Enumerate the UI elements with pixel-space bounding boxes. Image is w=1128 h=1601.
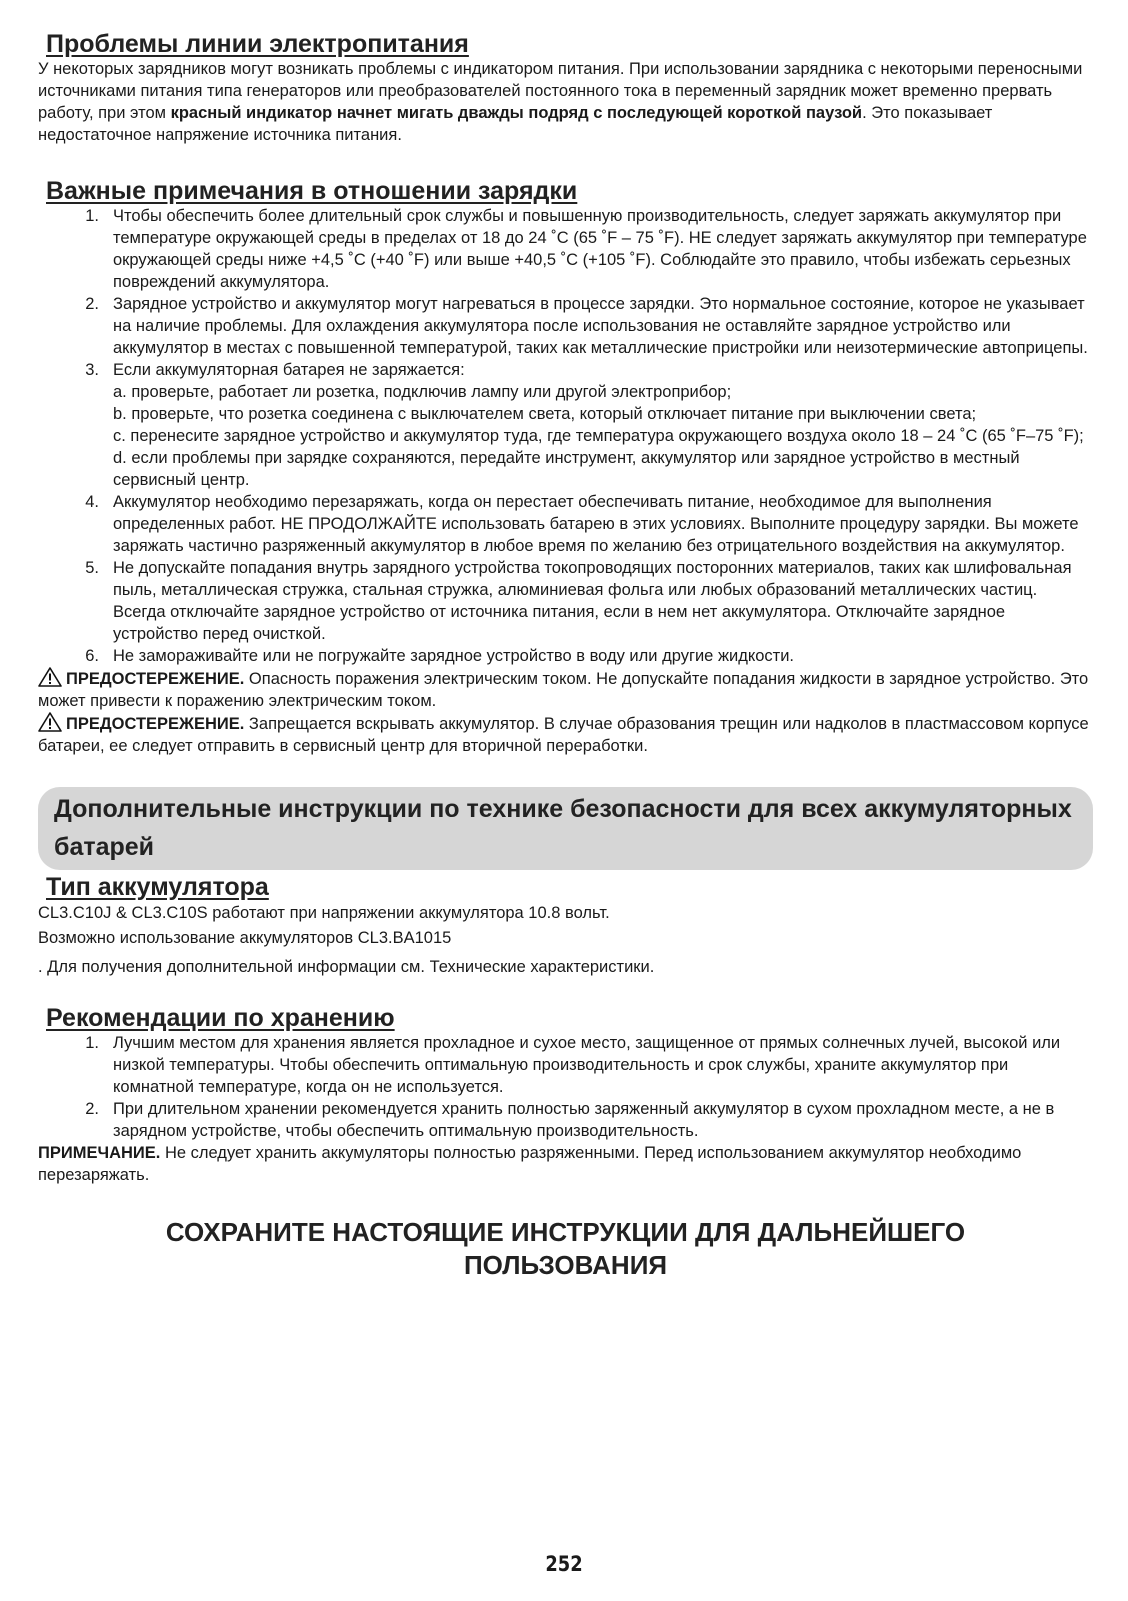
list-item-number: 5. [85, 559, 99, 577]
power-problems-section [38, 30, 1093, 146]
storage-title: Рекомендации по хранению [46, 1004, 395, 1032]
list-item-body [113, 359, 1093, 491]
battery-type-line-1: CL3.C10J & CL3.C10S работают при напряжении аккумулятора 10.8 вольт. [38, 904, 610, 922]
charging-notes-list [38, 205, 1093, 667]
list-item-number: 2. [85, 295, 99, 313]
battery-type-line-2: Возможно использование аккумуляторов CL3.BA1015 [38, 929, 452, 947]
warning-label: ПРЕДОСТЕРЕЖЕНИЕ. [66, 670, 245, 688]
storage-note-label: ПРИМЕЧАНИЕ. [38, 1144, 161, 1162]
list-item-line: b. проверьте, что розетка соединена с выключателем света, который отключает питание при выключении света; [113, 405, 977, 423]
list-item [38, 293, 1093, 359]
list-item-body [113, 1098, 1093, 1142]
list-item [38, 491, 1093, 557]
battery-type-section [38, 873, 1093, 984]
list-item-body [113, 645, 1093, 667]
list-item-body [113, 293, 1093, 359]
warning-text: Опасность поражения электрическим током. Не допускайте попадания жидкости в зарядное устройство. Это может привести к поражению электрическим током. [38, 670, 1089, 710]
battery-type-line-3: . Для получения дополнительной информации см. Технические характеристики. [38, 958, 655, 976]
warnings-block [38, 667, 1093, 757]
charging-notes-title: Важные примечания в отношении зарядки [46, 177, 578, 205]
list-item-line: Лучшим местом для хранения является прохладное и сухое место, защищенное от прямых солнечных лучей, высокой или низкой температуры. Чтобы обеспечить оптимальную производительность и срок службы, храните аккумулятор при комнатной температуре, когда он не используется. [113, 1034, 1061, 1096]
list-item-body [113, 205, 1093, 293]
list-item [38, 359, 1093, 491]
list-item-line: Чтобы обеспечить более длительный срок службы и повышенную производительность, следует заряжать аккумулятор при температуре окружающей среды в пределах от 18 до 24 ˚C (65 ˚F – 75 ˚F). НЕ следует заряжать аккумулятор при температуре окружающей среды ниже +4,5 ˚C (+40 ˚F) или выше +40,5 ˚C (+105 ˚F). Соблюдайте это правило, чтобы избежать серьезных повреждений аккумулятора. [113, 207, 1087, 291]
list-item-number: 3. [85, 361, 99, 379]
list-item [38, 645, 1093, 667]
manual-page [38, 30, 1093, 1282]
power-problems-text: У некоторых зарядников могут возникать проблемы с индикатором питания. При использовании зарядника с некоторыми переносными источниками питания типа генераторов или преобразователей постоянного тока в переменный зарядник может временно прервать работу, при этом красный индикатор начнет мигать дважды подряд с последующей короткой паузой. Это показывает недостаточное напряжение источника питания. [38, 60, 1083, 144]
power-problems-bold: красный индикатор начнет мигать дважды подряд с последующей короткой паузой [170, 104, 863, 122]
storage-note [38, 1142, 1093, 1186]
warning-text: Запрещается вскрывать аккумулятор. В случае образования трещин или надколов в пластмассовом корпусе батареи, ее следует отправить в сервисный центр для вторичной переработки. [38, 715, 1089, 755]
warning-triangle-icon [38, 712, 62, 732]
list-item-line: Не допускайте попадания внутрь зарядного устройства токопроводящих посторонних материалов, таких как шлифовальная пыль, металлическая стружка, стальная стружка, алюминиевая фольга или любых образований металлических частиц. Всегда отключайте зарядное устройство от источника питания, если в нем нет аккумулятора. Отключайте зарядное устройство перед очисткой. [113, 559, 1072, 643]
list-item [38, 1032, 1093, 1098]
list-item [38, 1098, 1093, 1142]
list-item-line: При длительном хранении рекомендуется хранить полностью заряженный аккумулятор в сухом прохладном месте, а не в зарядном устройстве, чтобы обеспечить оптимальную производительность. [113, 1100, 1055, 1140]
list-item-line: a. проверьте, работает ли розетка, подключив лампу или другой электроприбор; [113, 383, 732, 401]
list-item-line: c. перенесите зарядное устройство и аккумулятор туда, где температура окружающего воздуха около 18 – 24 ˚C (65 ˚F–75 ˚F); [113, 427, 1084, 445]
list-item-number: 6. [85, 647, 99, 665]
battery-type-title: Тип аккумулятора [46, 873, 269, 901]
warning-paragraph [38, 667, 1093, 712]
list-item [38, 557, 1093, 645]
list-item [38, 205, 1093, 293]
list-item-line: d. если проблемы при зарядке сохраняются, передайте инструмент, аккумулятор или зарядное устройство в местный сервисный центр. [113, 449, 1020, 489]
storage-section [38, 1004, 1093, 1186]
save-instructions [38, 1216, 1093, 1282]
list-item-body [113, 557, 1093, 645]
list-item-body [113, 1032, 1093, 1098]
list-item-line: Зарядное устройство и аккумулятор могут нагреваться в процессе зарядки. Это нормальное состояние, которое не указывает на наличие проблемы. Для охлаждения аккумулятора после использования не оставляйте зарядное устройство или аккумулятор в местах с повышенной температурой, таких как металлические пристройки или неизотермические автоприцепы. [113, 295, 1088, 357]
storage-note-text: Не следует хранить аккумуляторы полностью разряженными. Перед использованием аккумулятор необходимо перезаряжать. [38, 1144, 1022, 1184]
page-number: 252 [545, 1552, 583, 1576]
save-instructions-line-1: СОХРАНИТЕ НАСТОЯЩИЕ ИНСТРУКЦИИ ДЛЯ ДАЛЬНЕЙШЕГО [165, 1217, 966, 1247]
charging-notes-section [38, 177, 1093, 757]
storage-list [38, 1032, 1093, 1142]
list-item-number: 1. [85, 207, 99, 225]
list-item-number: 2. [85, 1100, 99, 1118]
list-item-body [113, 491, 1093, 557]
warning-triangle-icon [38, 667, 62, 687]
list-item-line: Если аккумуляторная батарея не заряжается: [113, 361, 465, 379]
warning-paragraph [38, 712, 1093, 757]
list-item-line: Аккумулятор необходимо перезаряжать, когда он перестает обеспечивать питание, необходимое для выполнения определенных работ. НЕ ПРОДОЛЖАЙТЕ использовать батарею в этих условиях. Выполните процедуру зарядки. Вы можете заряжать частично разряженный аккумулятор в любое время по желанию без отрицательного воздействия на аккумулятор. [113, 493, 1079, 555]
safety-banner: Дополнительные инструкции по технике безопасности для всех аккумуляторных батарей [38, 787, 1093, 870]
list-item-line: Не замораживайте или не погружайте зарядное устройство в воду или другие жидкости. [113, 647, 795, 665]
power-problems-title: Проблемы линии электропитания [46, 30, 469, 58]
list-item-number: 4. [85, 493, 99, 511]
list-item-number: 1. [85, 1034, 99, 1052]
save-instructions-line-2: ПОЛЬЗОВАНИЯ [463, 1250, 668, 1280]
warning-label: ПРЕДОСТЕРЕЖЕНИЕ. [66, 715, 245, 733]
